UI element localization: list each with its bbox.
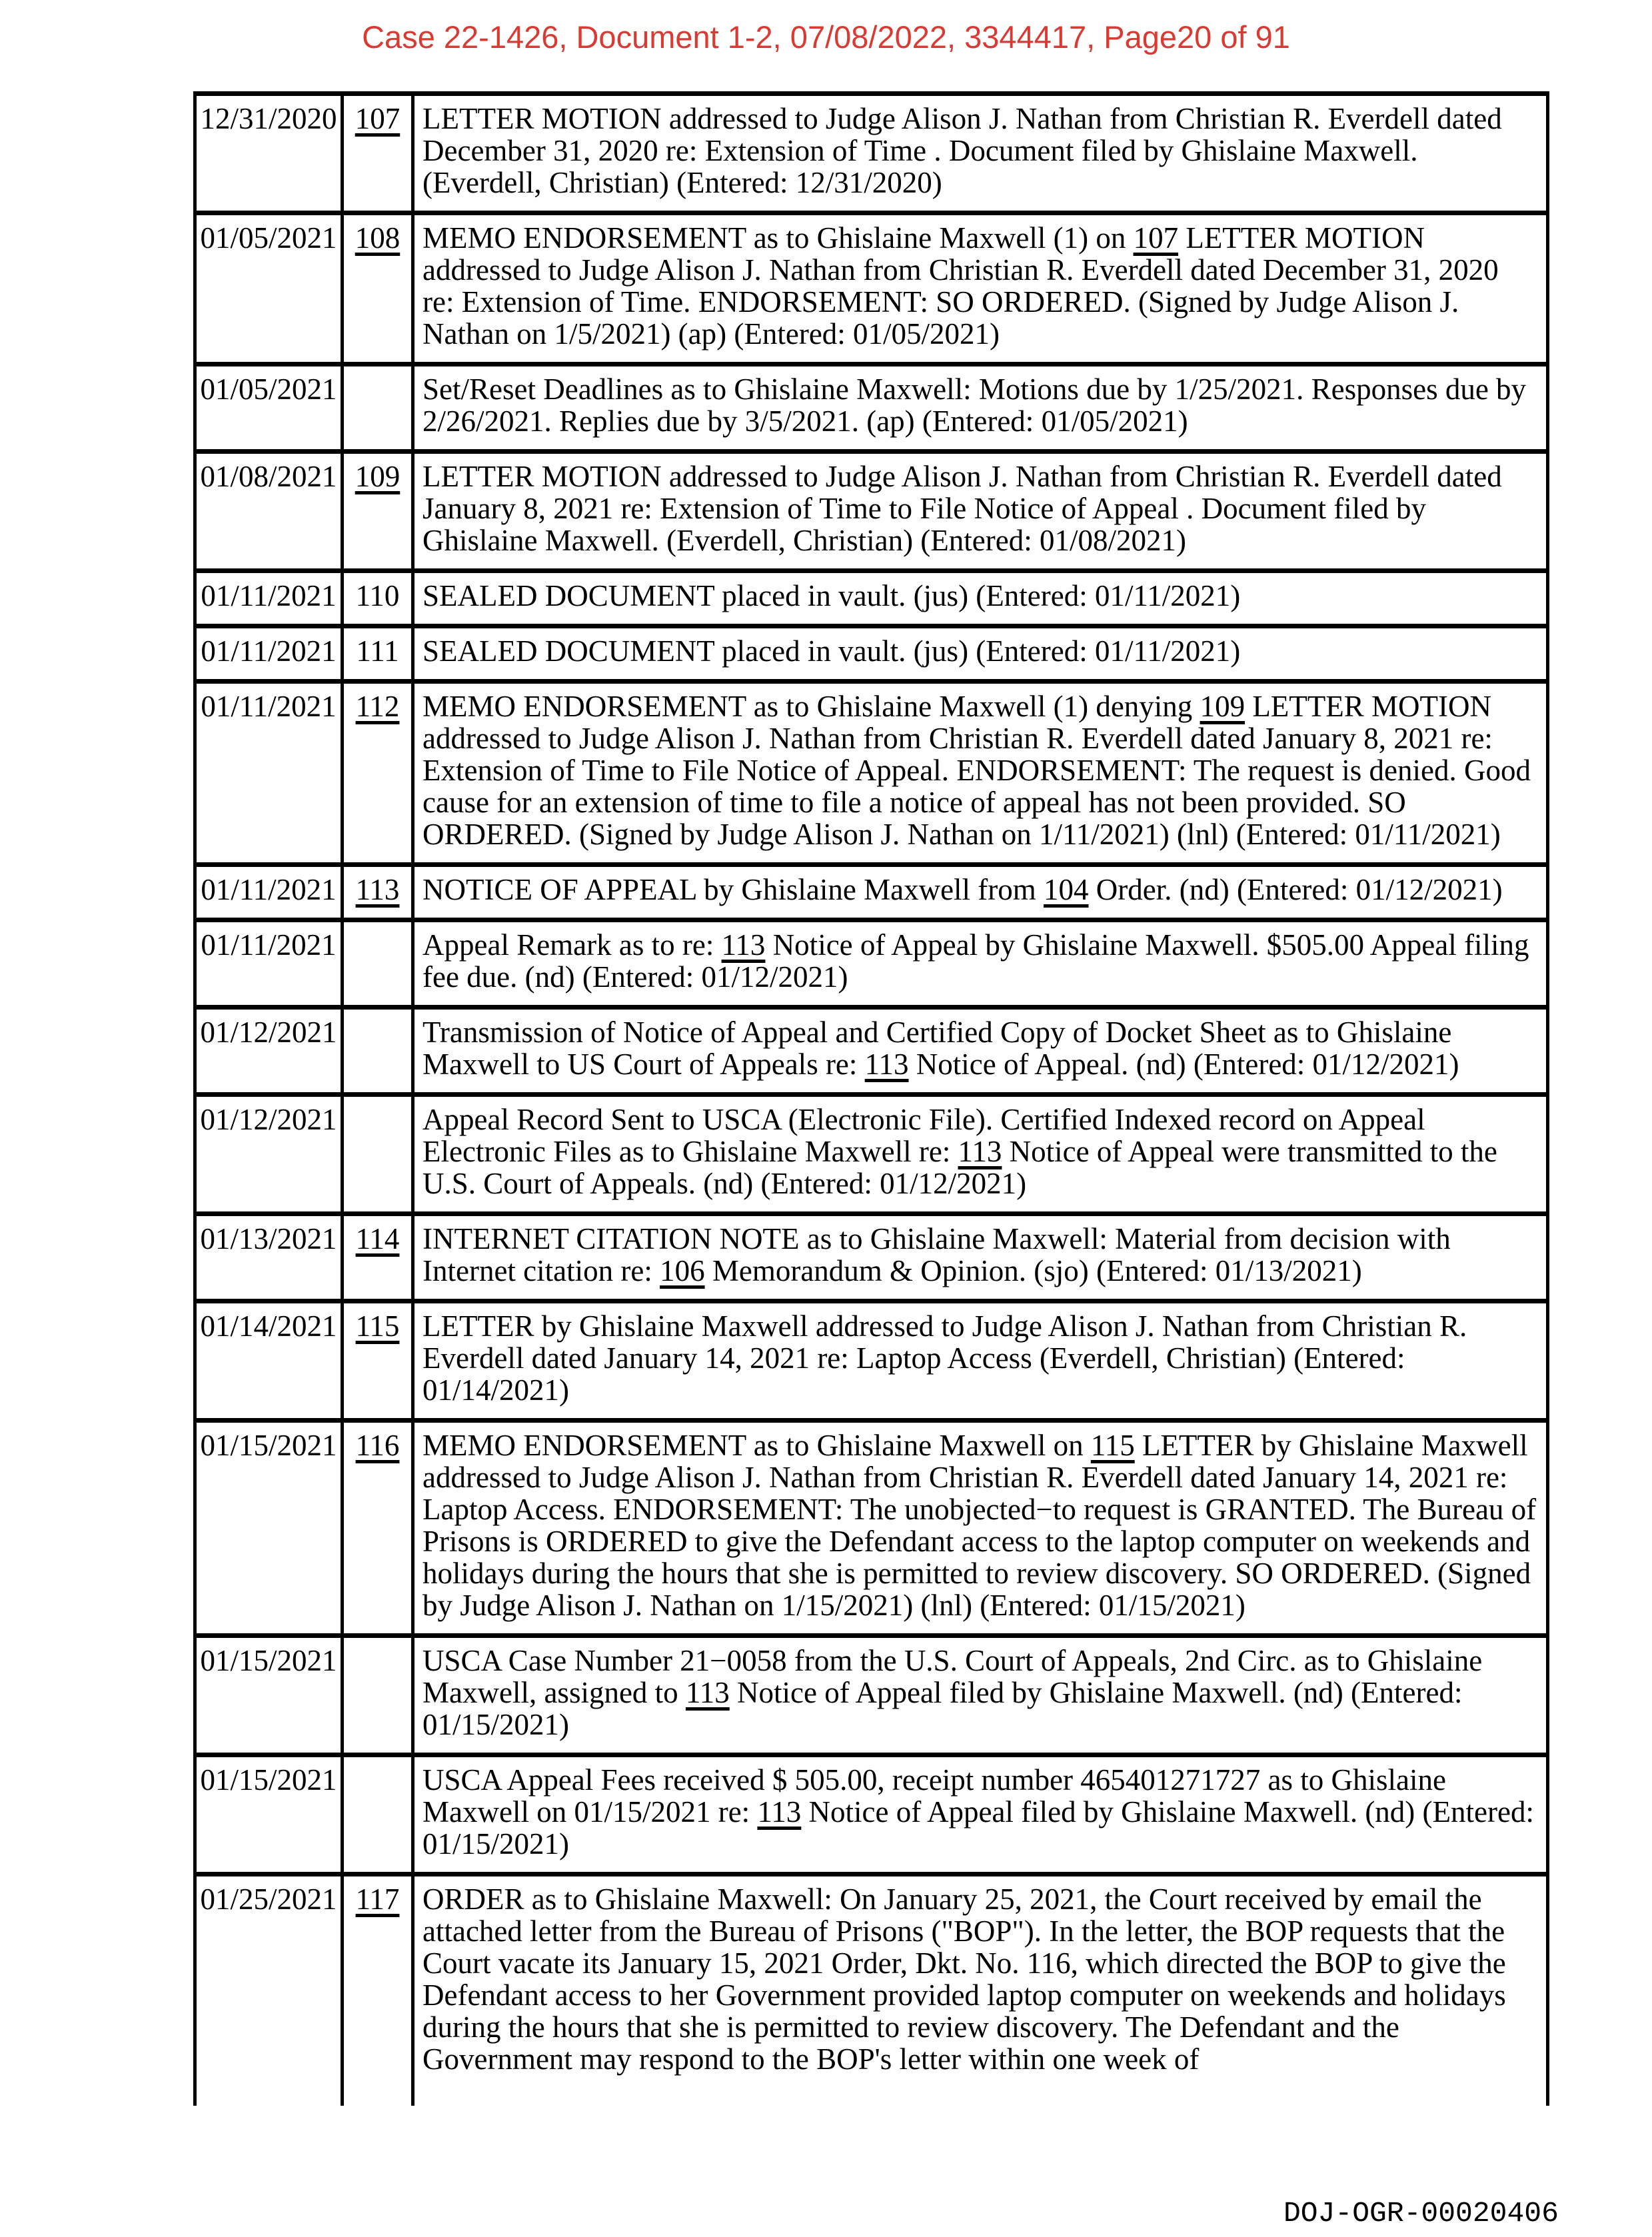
docket-text-cell: LETTER MOTION addressed to Judge Alison J. Nathan from Christian R. Everdell dated January 8, 2021 re: Extension of Time to File Notice of Appeal . Document filed by Ghislaine Maxwell. (Everdell, Christian) (Entered: 01/08/2021) [413, 452, 1548, 571]
docket-row [195, 1095, 1548, 1214]
bates-number: DOJ-OGR-00020406 [1283, 2197, 1559, 2230]
docket-row [195, 1301, 1548, 1421]
docket-number-cell [343, 571, 413, 626]
docket-text-cell: MEMO ENDORSEMENT as to Ghislaine Maxwell on 115 LETTER by Ghislaine Maxwell addressed to Judge Alison J. Nathan from Christian R. Everdell dated January 14, 2021 re: Laptop Access. ENDORSEMENT: The unobjected−to request is GRANTED. The Bureau of Prisons is ORDERED to give the Defendant access to the laptop computer on weekends and holidays during the hours that she is permitted to review discovery. SO ORDERED. (Signed by Judge Alison J. Nathan on 1/15/2021) (lnl) (Entered: 01/15/2021) [413, 1421, 1548, 1636]
docket-ref-link[interactable]: 109 [1200, 690, 1245, 723]
docket-text-cell: NOTICE OF APPEAL by Ghislaine Maxwell from 104 Order. (nd) (Entered: 01/12/2021) [413, 865, 1548, 920]
date-filed-cell: 01/11/2021 [195, 571, 343, 626]
docket-row [195, 682, 1548, 865]
docket-text-cell: USCA Case Number 21−0058 from the U.S. Court of Appeals, 2nd Circ. as to Ghislaine Maxwell, assigned to 113 Notice of Appeal filed by Ghislaine Maxwell. (nd) (Entered: 01/15/2021) [413, 1636, 1548, 1755]
docket-ref-link[interactable]: 115 [1090, 1429, 1135, 1462]
docket-number-cell [343, 1636, 413, 1755]
docket-number-cell [343, 1421, 413, 1636]
docket-number: 110 [355, 579, 400, 612]
docket-row [195, 865, 1548, 920]
date-filed-cell: 01/13/2021 [195, 1214, 343, 1301]
docket-number-cell [343, 682, 413, 865]
docket-text-cell: ORDER as to Ghislaine Maxwell: On January 25, 2021, the Court received by email the attached letter from the Bureau of Prisons ("BOP"). In the letter, the BOP requests that the Court vacate its January 15, 2021 Order, Dkt. No. 116, which directed the BOP to give the Defendant access to her Government provided laptop computer on weekends and holidays during the hours that she is permitted to review discovery. The Defendant and the Government may respond to the BOP's letter within one week of [413, 1874, 1548, 2106]
date-filed-cell: 01/05/2021 [195, 365, 343, 452]
date-filed-cell: 01/15/2021 [195, 1755, 343, 1874]
docket-text-cell: Appeal Record Sent to USCA (Electronic File). Certified Indexed record on Appeal Electronic Files as to Ghislaine Maxwell re: 113 Notice of Appeal were transmitted to the U.S. Court of Appeals. (nd) (Entered: 01/12/2021) [413, 1095, 1548, 1214]
docket-number-link[interactable]: 109 [355, 460, 401, 493]
docket-row [195, 213, 1548, 365]
docket-number-cell [343, 213, 413, 365]
docket-number: 111 [356, 634, 399, 668]
docket-table [193, 91, 1549, 2106]
docket-number-link[interactable]: 112 [355, 690, 400, 723]
docket-row [195, 920, 1548, 1008]
date-filed-cell: 01/11/2021 [195, 682, 343, 865]
date-filed-cell: 01/14/2021 [195, 1301, 343, 1421]
date-filed-cell: 01/15/2021 [195, 1421, 343, 1636]
docket-text-cell: SEALED DOCUMENT placed in vault. (jus) (Entered: 01/11/2021) [413, 626, 1548, 682]
docket-number-link[interactable]: 117 [355, 1882, 400, 1916]
docket-text-cell: MEMO ENDORSEMENT as to Ghislaine Maxwell (1) denying 109 LETTER MOTION addressed to Judge Alison J. Nathan from Christian R. Everdell dated January 8, 2021 re: Extension of Time to File Notice of Appeal. ENDORSEMENT: The request is denied. Good cause for an extension of time to file a notice of appeal has not been provided. SO ORDERED. (Signed by Judge Alison J. Nathan on 1/11/2021) (lnl) (Entered: 01/11/2021) [413, 682, 1548, 865]
docket-number-cell [343, 452, 413, 571]
date-filed-cell: 01/25/2021 [195, 1874, 343, 2106]
docket-number-cell [343, 1301, 413, 1421]
docket-text-cell: LETTER by Ghislaine Maxwell addressed to Judge Alison J. Nathan from Christian R. Everdell dated January 14, 2021 re: Laptop Access (Everdell, Christian) (Entered: 01/14/2021) [413, 1301, 1548, 1421]
docket-ref-link[interactable]: 113 [757, 1795, 802, 1829]
docket-number-cell [343, 94, 413, 213]
docket-number-link[interactable]: 116 [355, 1429, 400, 1462]
docket-row [195, 1755, 1548, 1874]
docket-ref-link[interactable]: 104 [1044, 873, 1089, 906]
docket-number-link[interactable]: 115 [355, 1309, 400, 1343]
docket-number-cell [343, 920, 413, 1008]
case-stamp-header: Case 22-1426, Document 1-2, 07/08/2022, 3344417, Page20 of 91 [362, 19, 1290, 55]
docket-number-link[interactable]: 114 [355, 1222, 400, 1255]
docket-row [195, 1421, 1548, 1636]
date-filed-cell: 12/31/2020 [195, 94, 343, 213]
docket-number-cell [343, 865, 413, 920]
docket-row [195, 1008, 1548, 1095]
docket-ref-link[interactable]: 113 [685, 1676, 730, 1709]
docket-text-cell: SEALED DOCUMENT placed in vault. (jus) (Entered: 01/11/2021) [413, 571, 1548, 626]
docket-rows [195, 94, 1548, 2106]
docket-text-cell: MEMO ENDORSEMENT as to Ghislaine Maxwell (1) on 107 LETTER MOTION addressed to Judge Alison J. Nathan from Christian R. Everdell dated December 31, 2020 re: Extension of Time. ENDORSEMENT: SO ORDERED. (Signed by Judge Alison J. Nathan on 1/5/2021) (ap) (Entered: 01/05/2021) [413, 213, 1548, 365]
docket-ref-link[interactable]: 113 [721, 928, 766, 962]
date-filed-cell: 01/08/2021 [195, 452, 343, 571]
docket-row [195, 1636, 1548, 1755]
docket-ref-link[interactable]: 113 [958, 1135, 1002, 1168]
docket-number-link[interactable]: 113 [355, 873, 400, 906]
date-filed-cell: 01/15/2021 [195, 1636, 343, 1755]
docket-ref-link[interactable]: 113 [864, 1048, 909, 1081]
date-filed-cell: 01/11/2021 [195, 920, 343, 1008]
docket-row [195, 452, 1548, 571]
docket-number-cell [343, 1008, 413, 1095]
docket-row [195, 1874, 1548, 2106]
docket-text-cell: Transmission of Notice of Appeal and Certified Copy of Docket Sheet as to Ghislaine Maxwell to US Court of Appeals re: 113 Notice of Appeal. (nd) (Entered: 01/12/2021) [413, 1008, 1548, 1095]
docket-row [195, 94, 1548, 213]
docket-text-cell: INTERNET CITATION NOTE as to Ghislaine Maxwell: Material from decision with Internet citation re: 106 Memorandum & Opinion. (sjo) (Entered: 01/13/2021) [413, 1214, 1548, 1301]
docket-text-cell: Set/Reset Deadlines as to Ghislaine Maxwell: Motions due by 1/25/2021. Responses due by 2/26/2021. Replies due by 3/5/2021. (ap) (Entered: 01/05/2021) [413, 365, 1548, 452]
docket-row [195, 571, 1548, 626]
docket-number-cell [343, 1874, 413, 2106]
docket-ref-link[interactable]: 106 [660, 1254, 705, 1287]
docket-number-link[interactable]: 107 [355, 102, 401, 135]
docket-text-cell: LETTER MOTION addressed to Judge Alison J. Nathan from Christian R. Everdell dated December 31, 2020 re: Extension of Time . Document filed by Ghislaine Maxwell. (Everdell, Christian) (Entered: 12/31/2020) [413, 94, 1548, 213]
date-filed-cell: 01/11/2021 [195, 865, 343, 920]
docket-text-cell: Appeal Remark as to re: 113 Notice of Appeal by Ghislaine Maxwell. $505.00 Appeal filing fee due. (nd) (Entered: 01/12/2021) [413, 920, 1548, 1008]
docket-number-cell [343, 626, 413, 682]
docket-number-cell [343, 1214, 413, 1301]
docket-row [195, 365, 1548, 452]
date-filed-cell: 01/12/2021 [195, 1095, 343, 1214]
date-filed-cell: 01/05/2021 [195, 213, 343, 365]
date-filed-cell: 01/12/2021 [195, 1008, 343, 1095]
docket-number-cell [343, 1095, 413, 1214]
docket-number-cell [343, 1755, 413, 1874]
docket-row [195, 1214, 1548, 1301]
date-filed-cell: 01/11/2021 [195, 626, 343, 682]
docket-number-cell [343, 365, 413, 452]
docket-ref-link[interactable]: 107 [1133, 221, 1179, 255]
docket-text-cell: USCA Appeal Fees received $ 505.00, receipt number 465401271727 as to Ghislaine Maxwell on 01/15/2021 re: 113 Notice of Appeal filed by Ghislaine Maxwell. (nd) (Entered: 01/15/2021) [413, 1755, 1548, 1874]
docket-number-link[interactable]: 108 [355, 221, 401, 255]
docket-row [195, 626, 1548, 682]
